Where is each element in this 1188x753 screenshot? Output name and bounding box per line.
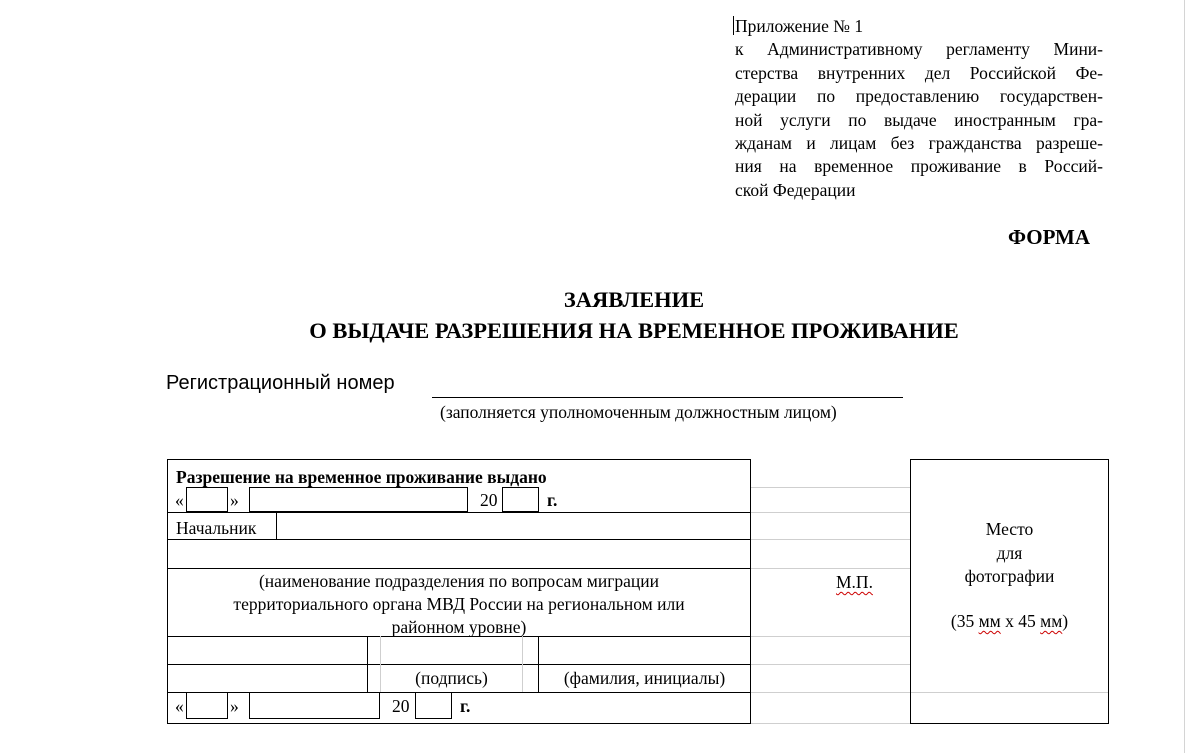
text-cursor	[733, 16, 734, 35]
registration-label: Регистрационный номер	[166, 372, 395, 394]
date-bottom-month-box-left	[249, 692, 250, 719]
photo-size-unit: мм	[978, 611, 1001, 631]
row-divider	[167, 692, 751, 693]
appendix-line: ской Федерации	[735, 179, 856, 200]
date-bottom-year-box-right	[451, 692, 452, 719]
date-top-month-field[interactable]	[252, 490, 462, 510]
gridline	[751, 487, 911, 488]
photo-size-mid: х 45	[1005, 611, 1036, 631]
unit-caption-line-3: районном уровне)	[391, 617, 527, 637]
gridline	[751, 512, 911, 513]
appendix-line: стерства внутренних дел Российской Фе-	[735, 62, 1103, 83]
registration-underline	[432, 397, 903, 398]
appendix-note	[735, 15, 1103, 202]
gridline	[751, 636, 911, 637]
date-bottom-day-box-bottom	[186, 718, 228, 719]
table-border-top	[167, 459, 751, 460]
date-bottom-day-field[interactable]	[189, 696, 225, 716]
date-bottom-month-box-bottom	[249, 718, 380, 719]
date-top-day-box-right	[227, 487, 228, 512]
date-top-year-box-top	[502, 487, 539, 488]
photo-caption-line-1: Место	[985, 519, 1034, 539]
date-top-month-box-bottom	[249, 511, 468, 512]
stamp-label: М.П.	[836, 572, 873, 592]
unit-caption-line-2: территориального органа МВД России на региональном или	[233, 594, 685, 614]
date-top-day-box-top	[186, 487, 228, 488]
photo-size	[911, 611, 1108, 632]
date-top-month-box-left	[249, 487, 250, 512]
row-divider	[167, 539, 751, 540]
signature-caption: (подпись)	[415, 668, 488, 688]
appendix-line: жданам и лицам без гражданства разреше-	[735, 133, 1103, 154]
chief-field[interactable]	[282, 518, 742, 538]
gridline	[751, 723, 911, 724]
date-top-day-box-left	[186, 487, 187, 512]
date-close-quote: »	[230, 490, 239, 510]
date-top-year-box-left	[502, 487, 503, 512]
row-divider	[167, 512, 751, 513]
gridline	[751, 568, 911, 569]
date-top-day-field[interactable]	[189, 490, 225, 510]
date-bottom-century: 20	[392, 696, 410, 716]
photo-caption-line-2: для	[996, 543, 1023, 563]
gridline	[751, 539, 911, 540]
date-open-quote: «	[175, 696, 184, 716]
chief-label: Начальник	[176, 518, 257, 538]
table-border-bottom	[167, 723, 751, 724]
date-bottom-year-box-bottom	[415, 718, 452, 719]
photo-size-prefix: (35	[950, 611, 975, 631]
cell-divider	[367, 636, 368, 692]
unit-caption-line-1: (наименование подразделения по вопросам миграции	[258, 571, 660, 591]
appendix-line: к Административному регламенту Мини-	[735, 39, 1103, 60]
photo-size-unit: мм	[1040, 611, 1063, 631]
row-divider	[167, 568, 751, 569]
gridline	[751, 692, 1109, 693]
date-close-quote: »	[230, 696, 239, 716]
gridline	[522, 636, 523, 692]
table-border-right	[750, 459, 751, 724]
appendix-line: Приложение № 1	[735, 16, 864, 36]
photo-box-right	[1108, 459, 1109, 724]
date-top-day-box-bottom	[186, 511, 228, 512]
title-line-2: О ВЫДАЧЕ РАЗРЕШЕНИЯ НА ВРЕМЕННОЕ ПРОЖИВАНИЕ	[309, 318, 959, 343]
date-bottom-day-box-right	[227, 692, 228, 719]
date-top-century: 20	[480, 490, 498, 510]
photo-box-bottom	[910, 723, 1109, 724]
date-bottom-year-field[interactable]	[418, 696, 448, 716]
date-bottom-month-box-right	[379, 692, 380, 719]
date-bottom-day-box-left	[186, 692, 187, 719]
photo-box-top	[910, 459, 1109, 460]
name-caption: (фамилия, инициалы)	[563, 668, 726, 688]
date-top-year-box-right	[538, 487, 539, 512]
appendix-line: ния на временное проживание в Россий-	[735, 156, 1103, 177]
date-open-quote: «	[175, 490, 184, 510]
row-divider	[167, 664, 751, 665]
date-bottom-year-box-left	[415, 692, 416, 719]
permit-heading: Разрешение на временное проживание выдано	[176, 467, 547, 487]
date-top-year-field[interactable]	[505, 490, 537, 510]
date-bottom-month-field[interactable]	[252, 696, 374, 716]
date-top-month-box-right	[467, 487, 468, 512]
photo-caption-line-3: фотографии	[964, 566, 1055, 586]
date-bottom-year-suffix: г.	[460, 696, 471, 716]
date-top-month-box-top	[249, 487, 468, 488]
date-top-year-suffix: г.	[547, 490, 558, 510]
date-top-year-box-bottom	[502, 511, 539, 512]
gridline	[751, 664, 911, 665]
page-edge	[1184, 0, 1185, 753]
title-line-1: ЗАЯВЛЕНИЕ	[563, 287, 705, 312]
form-label: ФОРМА	[1008, 225, 1091, 249]
chief-divider	[276, 512, 277, 540]
appendix-line: дерации по предоставлению государствен-	[735, 86, 1103, 107]
registration-note: (заполняется уполномоченным должностным лицом)	[440, 402, 837, 422]
appendix-line: ной услуги по выдаче иностранным гра-	[735, 109, 1103, 130]
photo-size-suffix: )	[1062, 611, 1069, 631]
photo-box-left	[910, 459, 911, 724]
